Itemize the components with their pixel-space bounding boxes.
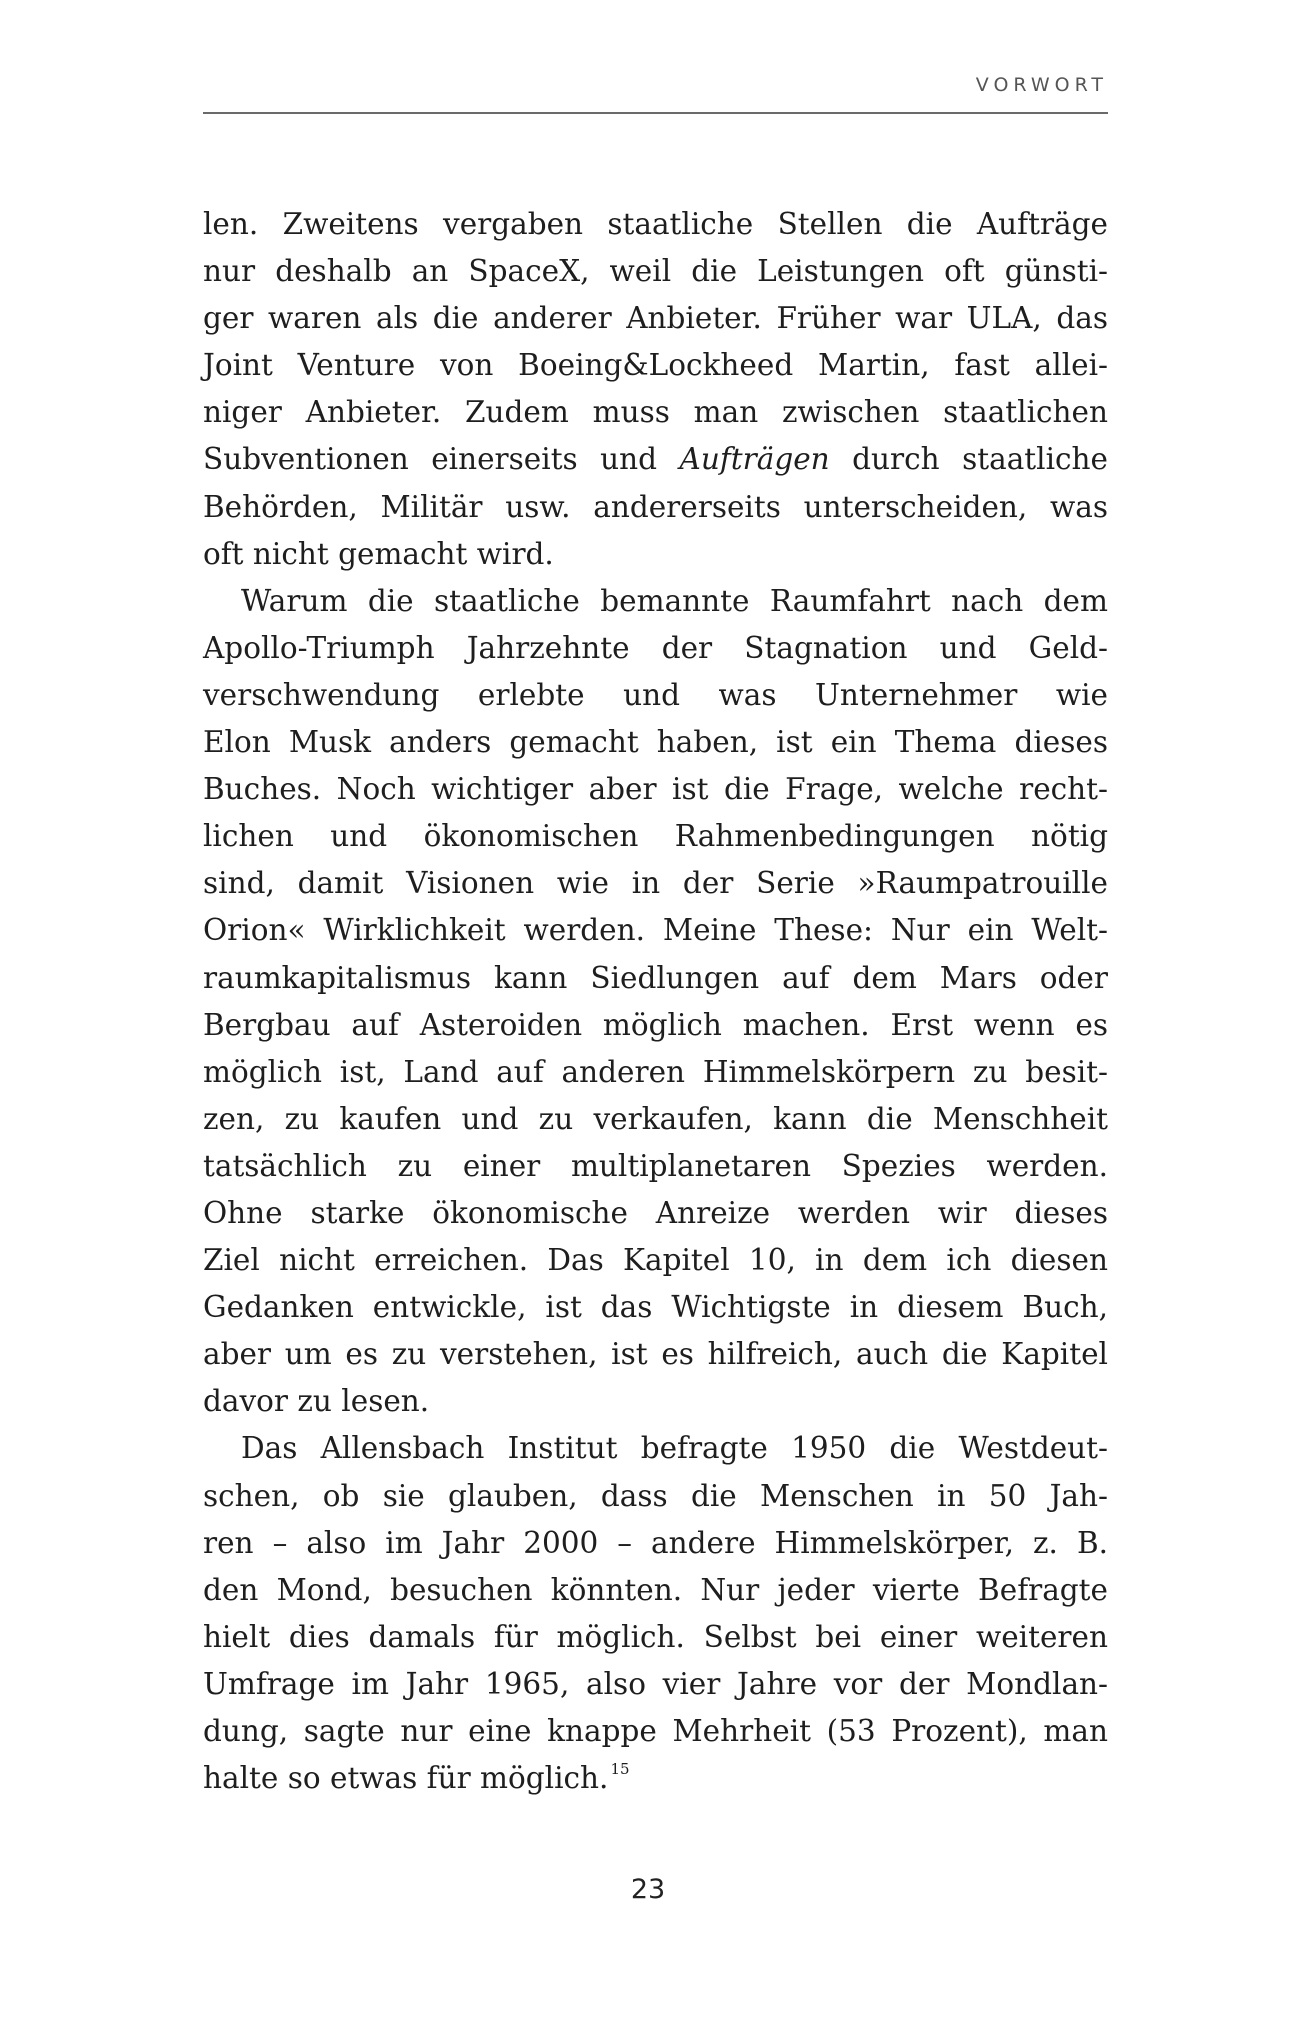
- text-line: Buches. Noch wichtiger aber ist die Frage, welche recht-: [203, 772, 1108, 807]
- text-line: tatsächlich zu einer multiplanetaren Spezies werden.: [203, 1148, 1108, 1183]
- text-line: möglich ist, Land auf anderen Himmelskörpern zu besit-: [203, 1054, 1108, 1089]
- text-line: lichen und ökonomischen Rahmenbedingungen nötig: [203, 819, 1108, 854]
- text-line: Warum die staatliche bemannte Raumfahrt nach dem: [241, 583, 1108, 618]
- header-rule: [203, 112, 1108, 114]
- text-line: Ohne starke ökonomische Anreize werden wir dieses: [203, 1195, 1108, 1230]
- text-line: Das Allensbach Institut befragte 1950 die Westdeut-: [241, 1431, 1108, 1466]
- paragraph: [203, 578, 1108, 1426]
- text-line: Umfrage im Jahr 1965, also vier Jahre vor der Mondlan-: [203, 1666, 1108, 1701]
- text-line: oft nicht gemacht wird.: [203, 536, 554, 571]
- text-line: raumkapitalismus kann Siedlungen auf dem Mars oder: [203, 960, 1108, 995]
- paragraph: [203, 201, 1108, 578]
- text-line: Subventionen einerseits und Aufträgen durch staatliche: [203, 442, 1109, 477]
- emphasized-word: Aufträgen: [679, 442, 830, 477]
- text-line: hielt dies damals für möglich. Selbst bei einer weiteren: [203, 1619, 1108, 1654]
- text-line: Apollo-Triumph Jahrzehnte der Stagnation und Geld-: [203, 630, 1108, 665]
- text-line: Gedanken entwickle, ist das Wichtigste in diesem Buch,: [203, 1290, 1108, 1325]
- text-line: aber um es zu verstehen, ist es hilfreich, auch die Kapitel: [203, 1337, 1108, 1372]
- text-line: Orion« Wirklichkeit werden. Meine These: Nur ein Welt-: [203, 913, 1108, 948]
- text-line: dung, sagte nur eine knappe Mehrheit (53 Prozent), man: [203, 1714, 1108, 1748]
- text-line: Ziel nicht erreichen. Das Kapitel 10, in dem ich diesen: [203, 1243, 1108, 1278]
- text-line: schen, ob sie glauben, dass die Menschen in 50 Jah-: [203, 1478, 1108, 1513]
- text-line: sind, damit Visionen wie in der Serie »Raumpatrouille: [203, 866, 1108, 901]
- paragraph: [203, 1425, 1108, 1802]
- text-line: Bergbau auf Asteroiden möglich machen. Erst wenn es: [203, 1007, 1108, 1042]
- text-line: den Mond, besuchen könnten. Nur jeder vierte Befragte: [203, 1572, 1108, 1607]
- text-line: Joint Venture von Boeing&Lockheed Martin, fast allei-: [203, 348, 1108, 383]
- text-line: ger waren als die anderer Anbieter. Früher war ULA, das: [203, 301, 1108, 336]
- footnote-reference[interactable]: 15: [610, 1760, 630, 1779]
- text-line: Elon Musk anders gemacht haben, ist ein Thema dieses: [203, 725, 1108, 760]
- text-line: davor zu lesen.: [203, 1384, 430, 1419]
- body-text: [203, 201, 1108, 1802]
- text-line: halte so etwas für möglich. $^{15}$: [203, 1760, 630, 1796]
- text-line: Behörden, Militär usw. andererseits unterscheiden, was: [203, 489, 1108, 524]
- text-line: len. Zweitens vergaben staatliche Stellen die Aufträge: [203, 207, 1108, 241]
- text-line: ren – also im Jahr 2000 – andere Himmelskörper, z. B.: [203, 1525, 1108, 1560]
- text-line: niger Anbieter. Zudem muss man zwischen staatlichen: [203, 395, 1108, 430]
- text-line: zen, zu kaufen und zu verkaufen, kann die Menschheit: [203, 1101, 1108, 1136]
- running-head: VORWORT: [975, 74, 1108, 96]
- text-line: verschwendung erlebte und was Unternehmer wie: [203, 677, 1108, 712]
- text-line: nur deshalb an SpaceX, weil die Leistungen oft günsti-: [203, 254, 1108, 289]
- page-number: 23: [630, 1874, 666, 1905]
